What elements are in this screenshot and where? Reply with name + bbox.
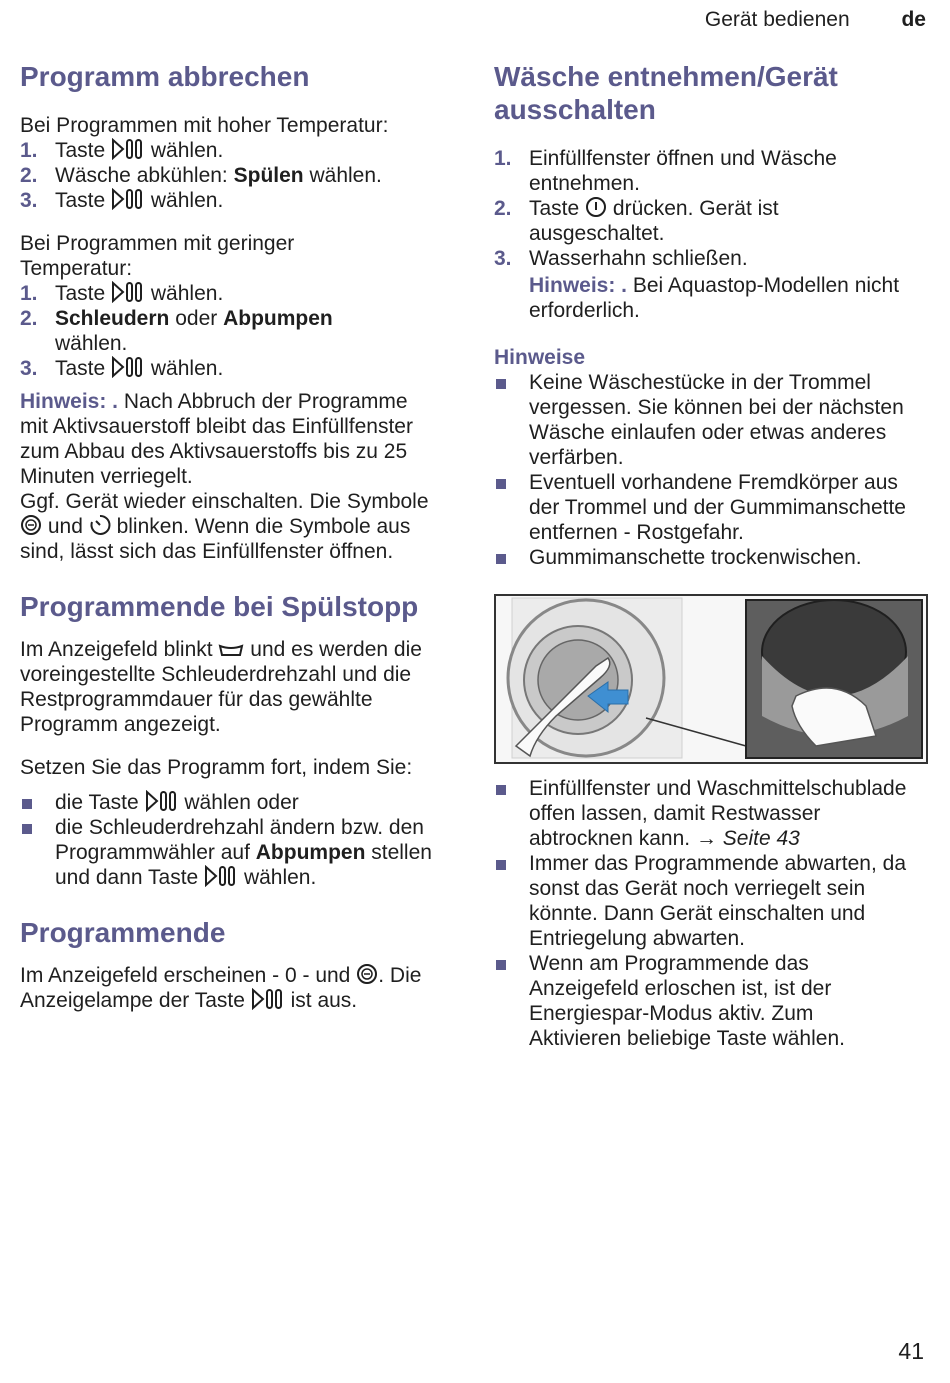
- hinweise-heading: Hinweise: [494, 346, 586, 369]
- step-text: Einfüllfenster öffnen und Wäsche entnehmen.: [529, 147, 837, 195]
- start-pause-icon: [111, 138, 145, 160]
- washer-illustration: [496, 596, 926, 762]
- page-number: 41: [898, 1338, 924, 1364]
- section-title: Gerät bedienen: [704, 8, 850, 31]
- step-number: 2.: [494, 197, 512, 220]
- step-text: Wasserhahn schließen.: [529, 247, 748, 270]
- step-number: 3.: [20, 189, 38, 212]
- step-text: Wäsche abkühlen:: [55, 164, 228, 187]
- bullet-text: Keine Wäschestücke in der Trommel vergessen. Sie können bei der nächsten Wäsche einlaufen oder etwas anderes verfärben.: [529, 371, 904, 469]
- bullet-text: Wenn am Programmende das Anzeigefeld erloschen ist, ist der Energiespar-Modus aktiv. Zum Aktivieren beliebige Taste wählen.: [529, 952, 845, 1050]
- step-bold: Schleudern: [55, 307, 170, 330]
- door-lock-icon: [20, 514, 42, 536]
- step-text: wählen.: [150, 357, 224, 380]
- step-number: 3.: [494, 247, 512, 270]
- intro-high-temp: Bei Programmen mit hoher Temperatur:: [20, 114, 389, 137]
- heading-programmende-spuelstopp: Programmende bei Spülstopp: [20, 591, 419, 622]
- step-number: 2.: [20, 164, 38, 187]
- bullet-marker: [22, 799, 32, 809]
- body-text: Die Anzeigelampe der Taste: [20, 964, 422, 1012]
- hint-label: Hinweis: .: [20, 390, 119, 413]
- bullet-marker: [496, 960, 506, 970]
- rinse-stop-icon: [218, 643, 244, 659]
- list-item: [20, 281, 460, 306]
- door-lock-icon: [356, 963, 378, 985]
- step-text: wählen.: [55, 332, 128, 355]
- bullet-marker: [496, 860, 506, 870]
- body-text: Im Anzeigefeld blinkt: [20, 638, 213, 661]
- page-header: [705, 8, 926, 32]
- bullet-text: stellen und dann Taste: [55, 841, 432, 889]
- bullet-marker: [496, 785, 506, 795]
- list-item: [494, 246, 930, 271]
- list-item: [20, 306, 375, 356]
- list-item: [494, 776, 924, 851]
- bullet-marker: [22, 824, 32, 834]
- page-ref-arrow: →: [695, 827, 717, 850]
- bullet-text: wählen oder: [184, 791, 299, 814]
- list-item: [494, 851, 919, 951]
- bullet-text: wählen.: [243, 866, 317, 889]
- hint-paragraph: [20, 389, 430, 489]
- start-pause-icon: [111, 281, 145, 303]
- more-hints-list: [494, 776, 930, 1051]
- start-pause-icon: [204, 865, 238, 887]
- list-item: [20, 790, 460, 815]
- body-text: Im Anzeigefeld erscheinen - 0 - und: [20, 964, 351, 987]
- step-text: wählen.: [150, 139, 224, 162]
- list-item: [20, 138, 460, 163]
- list-item: [20, 815, 455, 890]
- illustration-washer-drum: [494, 594, 928, 764]
- step-text: wählen.: [150, 189, 224, 212]
- start-pause-icon: [111, 356, 145, 378]
- heading-programmende: Programmende: [20, 917, 226, 948]
- step-number: 1.: [494, 147, 512, 170]
- language-code: de: [901, 8, 926, 31]
- spuelstopp-paragraph-1: [20, 637, 450, 737]
- intro-low-temp: Bei Programmen mit geringer Temperatur:: [20, 232, 295, 280]
- steps-low-temp: [20, 281, 460, 381]
- step-number: 2.: [20, 307, 38, 330]
- power-icon: [585, 196, 607, 218]
- list-item: [494, 951, 909, 1051]
- step-text: Taste: [55, 139, 106, 162]
- step-text: Taste: [55, 357, 106, 380]
- start-pause-icon: [251, 988, 285, 1010]
- bullet-bold: Abpumpen: [255, 841, 366, 864]
- step-text: oder: [175, 307, 218, 330]
- bullet-text: Eventuell vorhandene Fremdkörper aus der Trommel und der Gummimanschette entfernen - Rostgefahr.: [529, 471, 906, 544]
- left-column: [20, 60, 460, 1013]
- hint-text: Ggf. Gerät wieder einschalten. Die Symbole: [20, 490, 429, 513]
- heading-waesche-entnehmen: Wäsche entnehmen/Gerät ausschalten: [494, 61, 838, 125]
- step-number: 1.: [20, 282, 38, 305]
- step-bold: Spülen: [233, 164, 304, 187]
- hint-text: Bei Aquastop-Modellen nicht erforderlich.: [529, 274, 900, 322]
- spuelstopp-paragraph-2: Setzen Sie das Programm fort, indem Sie:: [20, 756, 413, 779]
- bullet-text: die Taste: [55, 791, 139, 814]
- list-item: [494, 470, 919, 545]
- list-item: [20, 356, 460, 381]
- steps-high-temp: [20, 138, 460, 213]
- start-pause-icon: [145, 790, 179, 812]
- hint-text: Nach Abbruch der Programme mit Aktivsauerstoff bleibt das Einfüllfenster zum Abbau des Aktivsauerstoffs bis zu 25 Minuten verriegelt.: [20, 390, 413, 488]
- step-number: 1.: [20, 139, 38, 162]
- list-item: [20, 163, 460, 188]
- step-text: wählen.: [309, 164, 382, 187]
- body-text: ist aus.: [290, 989, 358, 1012]
- start-pause-icon: [111, 188, 145, 210]
- step-text: Taste: [55, 189, 106, 212]
- page-reference-link[interactable]: Seite 43: [722, 827, 800, 850]
- bullet-marker: [496, 379, 506, 389]
- right-column: [494, 60, 930, 1051]
- bullet-text: die Schleuderdrehzahl ändern bzw. den Programmwähler auf: [55, 816, 424, 864]
- list-item: [20, 188, 460, 213]
- list-item: [494, 545, 930, 570]
- spuelstopp-bullets: [20, 790, 460, 890]
- bullet-text: Gummimanschette trockenwischen.: [529, 546, 862, 569]
- step-bold: Abpumpen: [223, 307, 333, 330]
- step-text: Taste: [529, 197, 580, 220]
- hint-text: blinken. Wenn die Symbole aus sind, lässt sich das Einfüllfenster öffnen.: [20, 515, 411, 563]
- hint-paragraph-2: [20, 489, 440, 564]
- list-item: [494, 370, 930, 470]
- bullet-text: Einfüllfenster und Waschmittelschublade offen lassen, damit Restwasser abtrocknen kann.: [529, 777, 907, 850]
- programmende-paragraph: [20, 963, 460, 1013]
- hinweise-list: [494, 370, 930, 570]
- hint-label: Hinweis: .: [529, 274, 628, 297]
- steps-entnehmen: [494, 146, 930, 323]
- bullet-text: Immer das Programmende abwarten, da sonst das Gerät noch verriegelt sein könnte. Dann Gerät einschalten und Entriegelung abwarten.: [529, 852, 907, 950]
- bullet-marker: [496, 479, 506, 489]
- step-text: wählen.: [150, 282, 224, 305]
- body-text: und es werden die voreingestellte Schleuderdrehzahl und die Restprogrammdauer für das gewählte Programm angezeigt.: [20, 638, 422, 736]
- heading-programm-abbrechen: Programm abbrechen: [20, 61, 310, 92]
- step-text: drücken. Gerät ist ausgeschaltet.: [529, 197, 779, 245]
- timer-icon: [89, 514, 111, 536]
- step-text: Taste: [55, 282, 106, 305]
- body-text: .: [378, 964, 385, 987]
- list-item: [494, 146, 899, 196]
- hint-text: und: [47, 515, 83, 538]
- step-number: 3.: [20, 357, 38, 380]
- list-item: [494, 196, 859, 246]
- bullet-marker: [496, 554, 506, 564]
- step-hint: [494, 273, 909, 323]
